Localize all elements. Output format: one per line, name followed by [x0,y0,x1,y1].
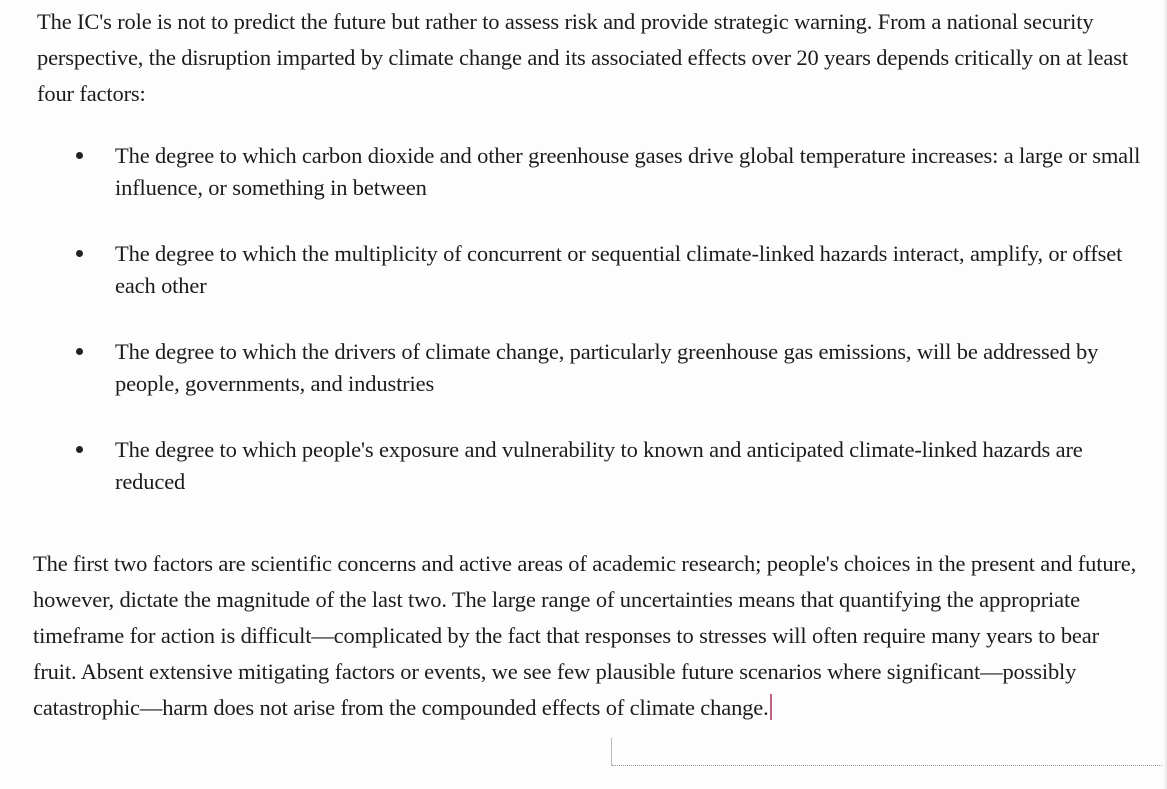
text-boundary-mark [611,738,612,766]
closing-paragraph [33,546,1138,726]
list-item-text: The degree to which the drivers of climate change, particularly greenhouse gas emissions, will be addressed by people, governments, and industries [115,339,1099,396]
bullet-icon [76,152,83,159]
list-item-text: The degree to which carbon dioxide and other greenhouse gases drive global temperature increases: a large or small influence, or something in between [115,143,1141,200]
list-item-text: The degree to which the multiplicity of concurrent or sequential climate-linked hazards interact, amplify, or offset each other [115,241,1123,298]
bullet-icon [76,348,83,355]
closing-paragraph-text: The first two factors are scientific concerns and active areas of academic research; people's choices in the present and future, however, dictate the magnitude of the last two. The large range of uncertainties means that quantifying the appropriate timeframe for action is difficult—complicated by the fact that responses to stresses will often require many years to bear fruit. Absent extensive mitigating factors or events, we see few plausible future scenarios where significant—possibly catastrophic—harm does not arise from the compounded effects of climate change. [33,551,1137,720]
intro-paragraph: The IC's role is not to predict the future but rather to assess risk and provide strategic warning. From a national security perspective, the disruption imparted by climate change and its associated effects over 20 years depends critically on at least four factors: [37,9,1128,106]
text-boundary-line [612,765,1164,766]
list-item [76,238,1141,302]
page-edge [1163,0,1167,789]
list-item [76,140,1141,204]
list-item [76,336,1141,400]
bullet-icon [76,446,83,453]
list-item-text: The degree to which people's exposure and vulnerability to known and anticipated climate-linked hazards are reduced [115,437,1083,494]
list-item [76,434,1141,498]
bullet-icon [76,250,83,257]
text-cursor[interactable] [770,694,772,720]
